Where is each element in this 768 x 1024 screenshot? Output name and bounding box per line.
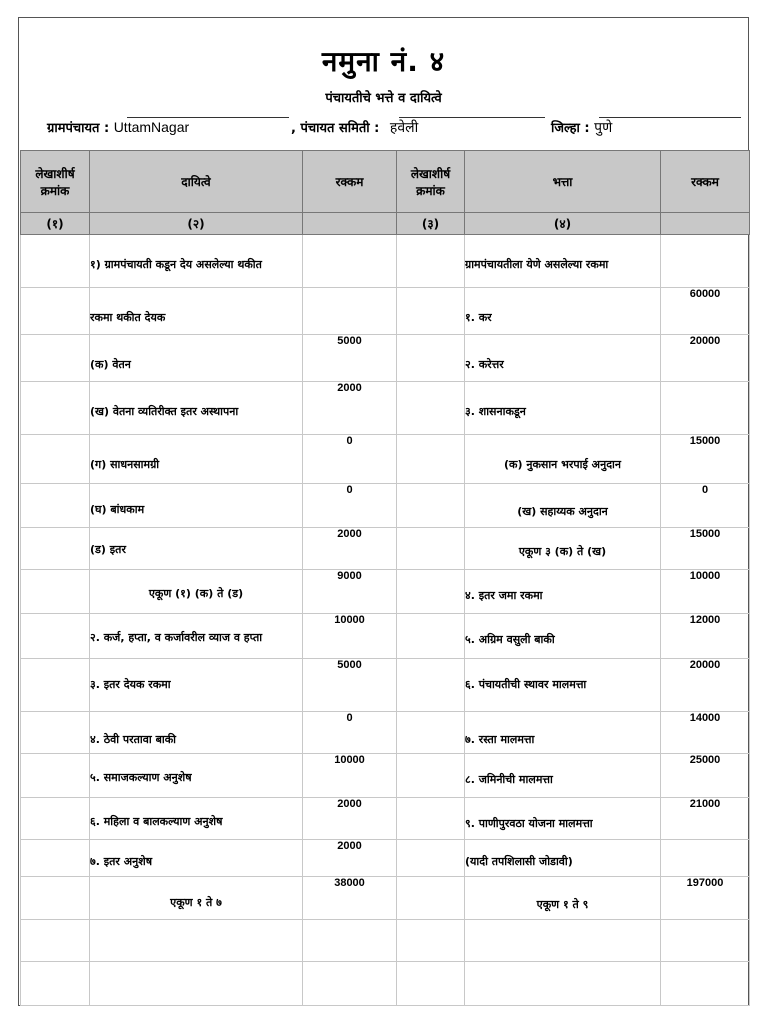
table-row [21, 962, 750, 1006]
asset-label: एकूण १ ते ९ [465, 877, 661, 920]
district-label: जिल्हा : [551, 121, 590, 136]
liability-amount: 2000 [303, 528, 397, 570]
district-value: पुणे [594, 119, 613, 135]
asset-label: ४. इतर जमा रकमा [465, 570, 661, 614]
asset-amount [661, 840, 750, 877]
liability-amount: 0 [303, 484, 397, 528]
liability-label: ६. महिला व बालकल्याण अनुशेष [90, 798, 303, 840]
liability-label: (क) वेतन [90, 335, 303, 382]
asset-label: एकूण ३ (क) ते (ख) [465, 528, 661, 570]
asset-label: १. कर [465, 288, 661, 335]
gram-panchayat-label: ग्रामपंचायत : [47, 121, 110, 136]
header-assets: भत्ता [465, 151, 661, 213]
asset-amount: 20000 [661, 335, 750, 382]
asset-amount: 14000 [661, 712, 750, 754]
liability-label: २. कर्ज, हप्ता, व कर्जावरील व्याज व हप्ता [90, 614, 303, 659]
liability-label: ४. ठेवी परतावा बाकी [90, 712, 303, 754]
asset-amount: 197000 [661, 877, 750, 920]
asset-amount: 15000 [661, 528, 750, 570]
table-row [21, 920, 750, 962]
liability-amount: 9000 [303, 570, 397, 614]
liability-amount: 38000 [303, 877, 397, 920]
form-title: नमुना नं. ४ [321, 45, 446, 78]
table-row [21, 382, 750, 435]
liability-label: ७. इतर अनुशेष [90, 840, 303, 877]
table-row [21, 840, 750, 877]
district-field [551, 118, 612, 137]
asset-amount: 21000 [661, 798, 750, 840]
asset-amount: 12000 [661, 614, 750, 659]
liability-amount: 0 [303, 712, 397, 754]
header-head-no-left: लेखाशीर्ष क्रमांक [21, 151, 90, 213]
panchayat-samiti-label: , पंचायत समिती : [291, 121, 380, 136]
table-row [21, 877, 750, 920]
asset-label: ८. जमिनीची मालमत्ता [465, 754, 661, 798]
asset-label: ३. शासनाकडून [465, 382, 661, 435]
gram-panchayat-field [47, 118, 189, 136]
liability-label: (ग) साधनसामग्री [90, 435, 303, 484]
table-row [21, 754, 750, 798]
header-amount-right: रक्कम [661, 151, 750, 213]
asset-amount: 10000 [661, 570, 750, 614]
table-row [21, 235, 750, 288]
panchayat-samiti-underline [399, 117, 545, 118]
asset-label: (यादी तपशिलासी जोडावी) [465, 840, 661, 877]
asset-amount: 0 [661, 484, 750, 528]
table-row [21, 798, 750, 840]
liability-label: एकूण (१) (क) ते (ड) [90, 570, 303, 614]
liability-amount [303, 288, 397, 335]
column-number: (४) [465, 213, 661, 235]
column-number-row [21, 213, 750, 235]
asset-label: (ख) सहाय्यक अनुदान [465, 484, 661, 528]
asset-label: (क) नुकसान भरपाई अनुदान [465, 435, 661, 484]
table-row [21, 528, 750, 570]
liability-label: १) ग्रामपंचायती कडून देय असलेल्या थकीत [90, 235, 303, 288]
liability-amount: 10000 [303, 614, 397, 659]
asset-label: ७. रस्ता मालमत्ता [465, 712, 661, 754]
liability-amount: 2000 [303, 382, 397, 435]
liability-amount: 5000 [303, 335, 397, 382]
column-number: (१) [21, 213, 90, 235]
liability-amount: 0 [303, 435, 397, 484]
table-row [21, 659, 750, 712]
column-number [661, 213, 750, 235]
liability-amount: 5000 [303, 659, 397, 712]
asset-amount: 20000 [661, 659, 750, 712]
asset-label: ६. पंचायतीची स्थावर मालमत्ता [465, 659, 661, 712]
gram-panchayat-underline [127, 117, 289, 118]
liability-label: (घ) बांधकाम [90, 484, 303, 528]
table-row [21, 435, 750, 484]
table-header-row [21, 151, 750, 213]
liability-label: एकूण १ ते ७ [90, 877, 303, 920]
liability-amount [303, 235, 397, 288]
column-number: (३) [397, 213, 465, 235]
liability-amount: 2000 [303, 798, 397, 840]
panchayat-samiti-field [291, 118, 418, 137]
liability-label: ५. समाजकल्याण अनुशेष [90, 754, 303, 798]
liability-amount: 10000 [303, 754, 397, 798]
header-head-no-right: लेखाशीर्ष क्रमांक [397, 151, 465, 213]
table-row [21, 484, 750, 528]
table-row [21, 288, 750, 335]
table-row [21, 335, 750, 382]
panchayat-samiti-value: हवेली [389, 119, 419, 135]
assets-liabilities-table [20, 150, 750, 1006]
asset-amount: 60000 [661, 288, 750, 335]
liability-label: ३. इतर देयक रकमा [90, 659, 303, 712]
district-underline [599, 117, 741, 118]
liability-label: रकमा थकीत देयक [90, 288, 303, 335]
header-liabilities: दायित्वे [90, 151, 303, 213]
asset-amount [661, 235, 750, 288]
asset-amount: 25000 [661, 754, 750, 798]
liability-label: (ख) वेतना व्यतिरीक्त इतर अस्थापना [90, 382, 303, 435]
form-subtitle: पंचायतीचे भत्ते व दायित्वे [325, 91, 442, 106]
liability-label: (ड) इतर [90, 528, 303, 570]
column-number [303, 213, 397, 235]
table-row [21, 712, 750, 754]
asset-label: ५. अग्रिम वसुली बाकी [465, 614, 661, 659]
asset-amount: 15000 [661, 435, 750, 484]
asset-label: २. करेत्तर [465, 335, 661, 382]
table-row [21, 570, 750, 614]
asset-label: ग्रामपंचायतीला येणे असलेल्या रकमा [465, 235, 661, 288]
table-row [21, 614, 750, 659]
asset-amount [661, 382, 750, 435]
header-amount-left: रक्कम [303, 151, 397, 213]
asset-label: ९. पाणीपुरवठा योजना मालमत्ता [465, 798, 661, 840]
gram-panchayat-value: UttamNagar [113, 119, 190, 135]
liability-amount: 2000 [303, 840, 397, 877]
column-number: (२) [90, 213, 303, 235]
